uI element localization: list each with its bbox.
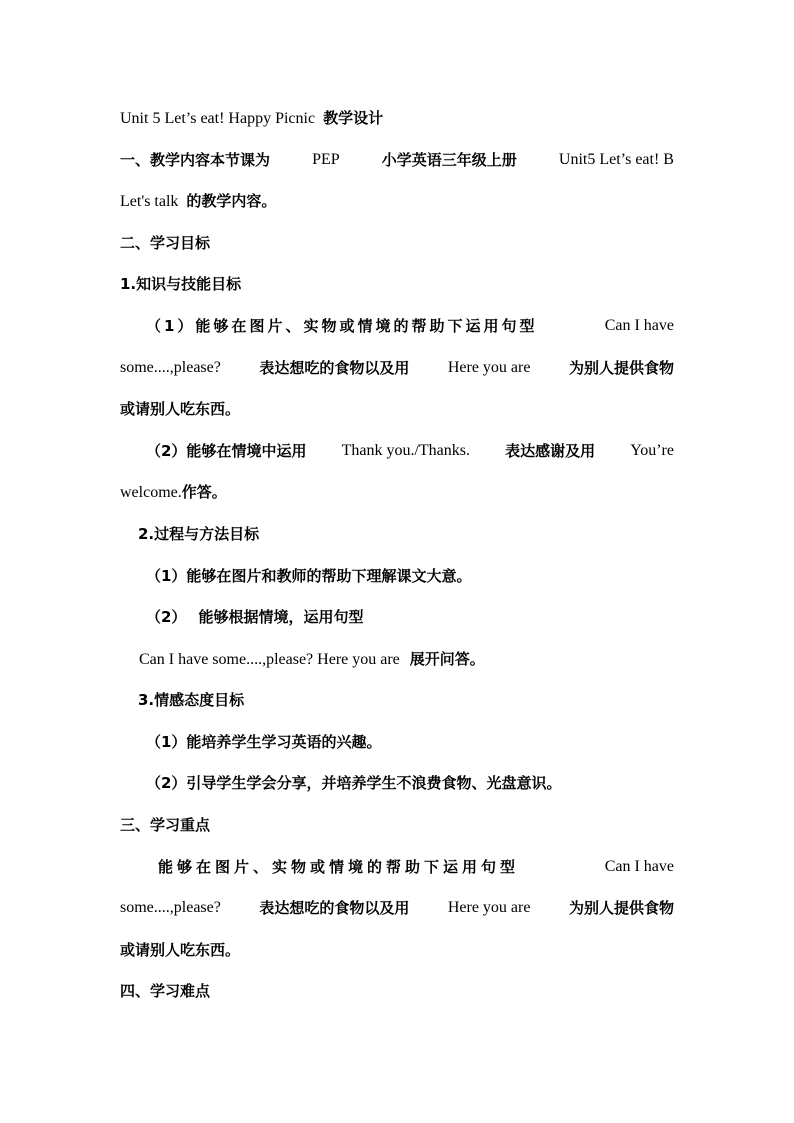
key-point-text-b: Can I have [604,858,674,875]
method-2-sentence [139,648,693,671]
section-2-heading [120,232,674,255]
key-point-text-e: Here you are [447,899,531,916]
section-3-title: 三、学习重点 [120,816,211,834]
goal-1-text-g: 或请别人吃东西。 [120,400,241,418]
text-grade: 小学英语三年级上册 [381,151,517,169]
document-title [120,107,674,130]
text-unit5: Unit5 Let’s eat! B [558,151,674,168]
text-content-end: 的教学内容。 [186,192,277,210]
key-point-text-a: 能够在图片、实物或情境的帮助下运用句型 [158,858,520,876]
goal-1-text-c: some....,please? [120,359,221,376]
goal-2-text-d: You’re [630,442,674,459]
key-point-line-3 [120,939,674,962]
key-point-text-c: some....,please? [120,899,221,916]
key-point-text-d: 表达想吃的食物以及用 [259,899,410,917]
goal-1-line-2 [120,357,674,379]
text-lets-talk: Let's talk [120,193,179,210]
method-2-sentence-cn: 展开问答。 [409,650,485,668]
text-pep: PEP [312,151,340,168]
section-2-title: 二、学习目标 [120,234,211,252]
section-4-title: 四、学习难点 [120,982,211,1000]
key-point-line-2 [120,897,674,919]
subsection-3-heading [138,689,692,712]
method-2-label: （2） [146,608,187,626]
attitude-2 [146,772,674,795]
title-english: Unit 5 Let’s eat! Happy Picnic [120,110,316,127]
goal-2-text-b: Thank you./Thanks. [341,442,470,459]
title-chinese: 教学设计 [323,109,384,127]
goal-1-text-e: Here you are [447,359,531,376]
attitude-2-text: （2）引导学生学会分享，并培养学生不浪费食物、光盘意识。 [146,774,562,792]
goal-1-line-3 [120,398,674,421]
goal-1-line-1 [146,315,674,337]
subsection-1-heading [120,273,674,296]
subsection-1-title: 1.知识与技能目标 [120,275,242,293]
attitude-1-text: （1）能培养学生学习英语的兴趣。 [146,733,382,751]
goal-2-text-e: welcome. [120,484,182,501]
method-2-text: 能够根据情境，运用句型 [198,608,364,626]
subsection-2-heading [138,523,692,546]
section-1-heading: 一、教学内容本节课为 [120,151,271,169]
section-1-line-1 [120,149,674,171]
goal-1-text-b: Can I have [604,317,674,334]
method-2-sentence-en: Can I have some....,please? Here you are [139,651,400,668]
key-point-text-g: 或请别人吃东西。 [120,941,241,959]
subsection-3-title: 3.情感态度目标 [138,691,245,709]
goal-2-line-2 [120,481,674,504]
goal-1-text-a: （1）能够在图片、实物或情境的帮助下运用句型 [146,317,538,335]
method-1-text: （1）能够在图片和教师的帮助下理解课文大意。 [146,567,472,585]
goal-2-text-a: （2）能够在情境中运用 [146,442,307,460]
goal-1-text-f: 为别人提供食物 [568,359,674,377]
section-1-line-2 [120,190,674,213]
key-point-line-1 [158,856,674,878]
key-point-text-f: 为别人提供食物 [568,899,674,917]
section-4-heading [120,980,674,1003]
goal-2-text-f: 作答。 [181,483,227,501]
subsection-2-title: 2.过程与方法目标 [138,525,260,543]
goal-1-text-d: 表达想吃的食物以及用 [259,359,410,377]
attitude-1 [146,731,700,754]
method-2 [146,606,700,629]
goal-2-line-1 [146,440,674,462]
method-1 [146,565,700,588]
goal-2-text-c: 表达感谢及用 [505,442,596,460]
section-3-heading [120,814,674,837]
